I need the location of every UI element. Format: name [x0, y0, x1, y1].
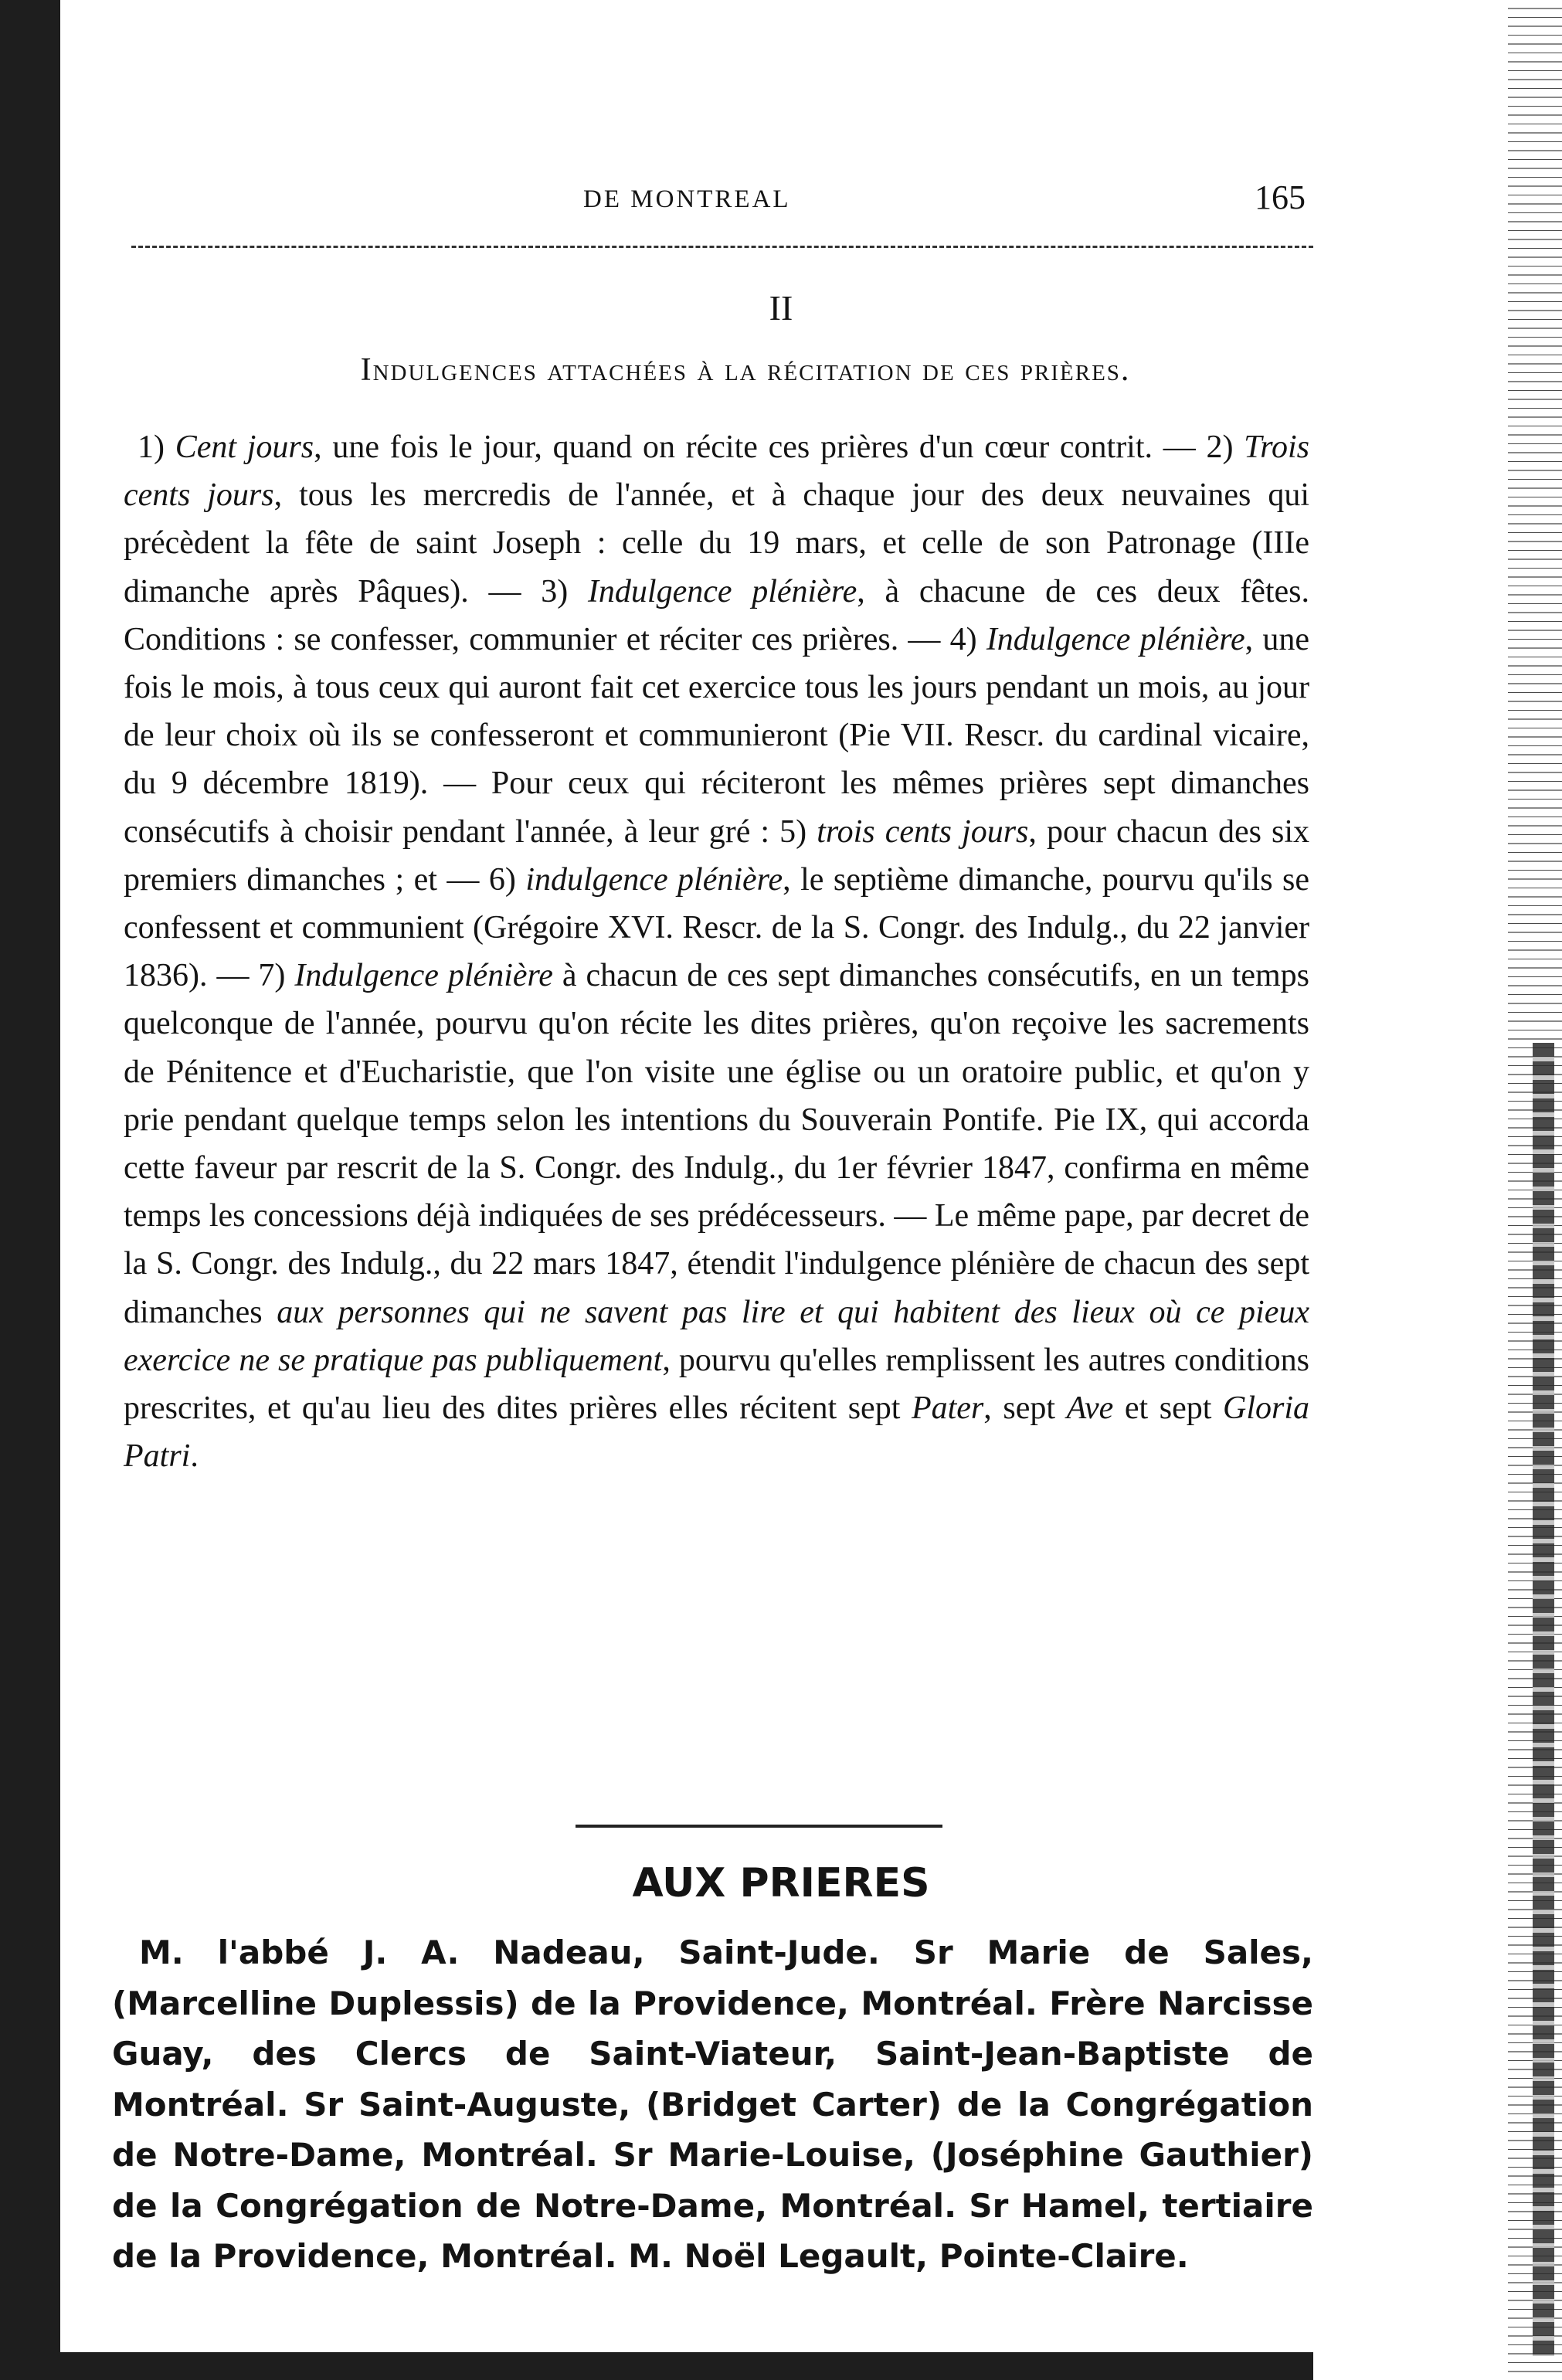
body-italic-run: Indulgence plénière	[986, 621, 1245, 657]
body-text-run: à chacun de ces sept dimanches consécutifs, en un temps quelconque de l'année, pourvu qu'on récite les dites prières, qu'on reçoive les sacrements de Pénitence et d'Eucharistie, que l'on visite une église ou un oratoire public, et qu'on y prie pendant quelque temps selon les intentions du Souverain Pontife. Pie IX, qui accorda cette faveur par rescrit de la S. Congr. des Indulg., du 1er février 1847, confirma en même temps les concessions déjà indiquées de ses prédécesseurs. — Le même pape, par decret de la S. Congr. des Indulg., du 22 mars 1847, étendit l'indulgence plénière de chacun des sept dimanches	[124, 958, 1309, 1330]
body-italic-run: Cent jours	[175, 429, 314, 465]
body-italic-run: Gloria Patri	[124, 1390, 1310, 1475]
body-text-run: , une fois le jour, quand on récite ces prières d'un cœur contrit. — 2)	[314, 429, 1245, 465]
body-text-run: , pour chacun des six premiers dimanches ; et — 6)	[124, 813, 1309, 898]
section-divider	[576, 1825, 942, 1828]
body-italic-run: Trois cents jours	[124, 429, 1309, 514]
body-text-run: , une fois le mois, à tous ceux qui auront fait cet exercice tous les jours pendant un mois, au jour de leur choix où ils se confesseront et communieront (Pie VII. Rescr. du cardinal vicaire, du 9 décembre 1819). — Pour ceux qui réciteront les mêmes prières sept dimanches consécutifs à choisir pendant l'année, à leur gré : 5)	[124, 621, 1309, 850]
page-header	[131, 178, 1321, 230]
body-text-run: , à chacune de ces deux fêtes. Conditions : se confesser, communier et réciter ces prières. — 4)	[124, 573, 1310, 657]
body-italic-run: Indulgence plénière	[294, 958, 553, 994]
body-italic-run: Pater	[911, 1390, 984, 1427]
prayers-title: AUX PRIERES	[632, 1860, 930, 1906]
body-italic-run: Indulgence plénière	[587, 573, 857, 609]
header-rule	[131, 246, 1313, 248]
prayers-paragraph: M. l'abbé J. A. Nadeau, Saint-Jude. Sr Marie de Sales, (Marcelline Duplessis) de la Providence, Montréal. Frère Narcisse Guay, des Clercs de Saint-Viateur, Saint-Jean-Baptiste de Montréal. Sr Saint-Auguste, (Bridget Carter) de la Congrégation de Notre-Dame, Montréal. Sr Marie-Louise, (Joséphine Gauthier) de la Congrégation de Notre-Dame, Montréal. Sr Hamel, tertiaire de la Providence, Montréal. M. Noël Legault, Pointe-Claire.	[112, 1934, 1313, 2275]
scan-bottom-edge	[0, 2352, 1313, 2380]
body-text-run: .	[190, 1438, 199, 1475]
running-head: DE MONTREAL	[583, 185, 791, 213]
scan-left-edge	[0, 0, 60, 2380]
body-text-run: , tous les mercredis de l'année, et à chaque jour des deux neuvaines qui précèdent la fête de saint Joseph : celle du 19 mars, et celle de son Patronage (IIIe dimanche après Pâques). — 3)	[124, 477, 1309, 609]
section-heading: Indulgences attachées à la récitation de ces prières.	[360, 352, 1131, 388]
body-text-run: 1)	[138, 429, 175, 465]
indulgences-paragraph	[124, 423, 1309, 1480]
body-italic-run: Ave	[1066, 1390, 1114, 1427]
page-number: 165	[1255, 178, 1306, 216]
body-italic-run: aux personnes qui ne savent pas lire et qui habitent des lieux où ce pieux exercice ne se pratique pas publiquement	[124, 1294, 1310, 1378]
body-text-run: , le septième dimanche, pourvu qu'ils se confessent et communient (Grégoire XVI. Rescr. de la S. Congr. des Indulg., du 22 janvier 1836). — 7)	[124, 861, 1309, 994]
body-text-run: et sept	[1113, 1390, 1223, 1427]
body-text-run: , pourvu qu'elles remplissent les autres conditions prescrites, et qu'au lieu des dites prières elles récitent sept	[124, 1342, 1309, 1427]
section-number: II	[769, 288, 793, 328]
scan-right-shadow	[1533, 1043, 1554, 2356]
body-italic-run: trois cents jours	[817, 813, 1029, 850]
body-italic-run: indulgence plénière	[525, 861, 783, 898]
prayers-list	[112, 1927, 1313, 2282]
body-text-run: , sept	[983, 1390, 1067, 1427]
